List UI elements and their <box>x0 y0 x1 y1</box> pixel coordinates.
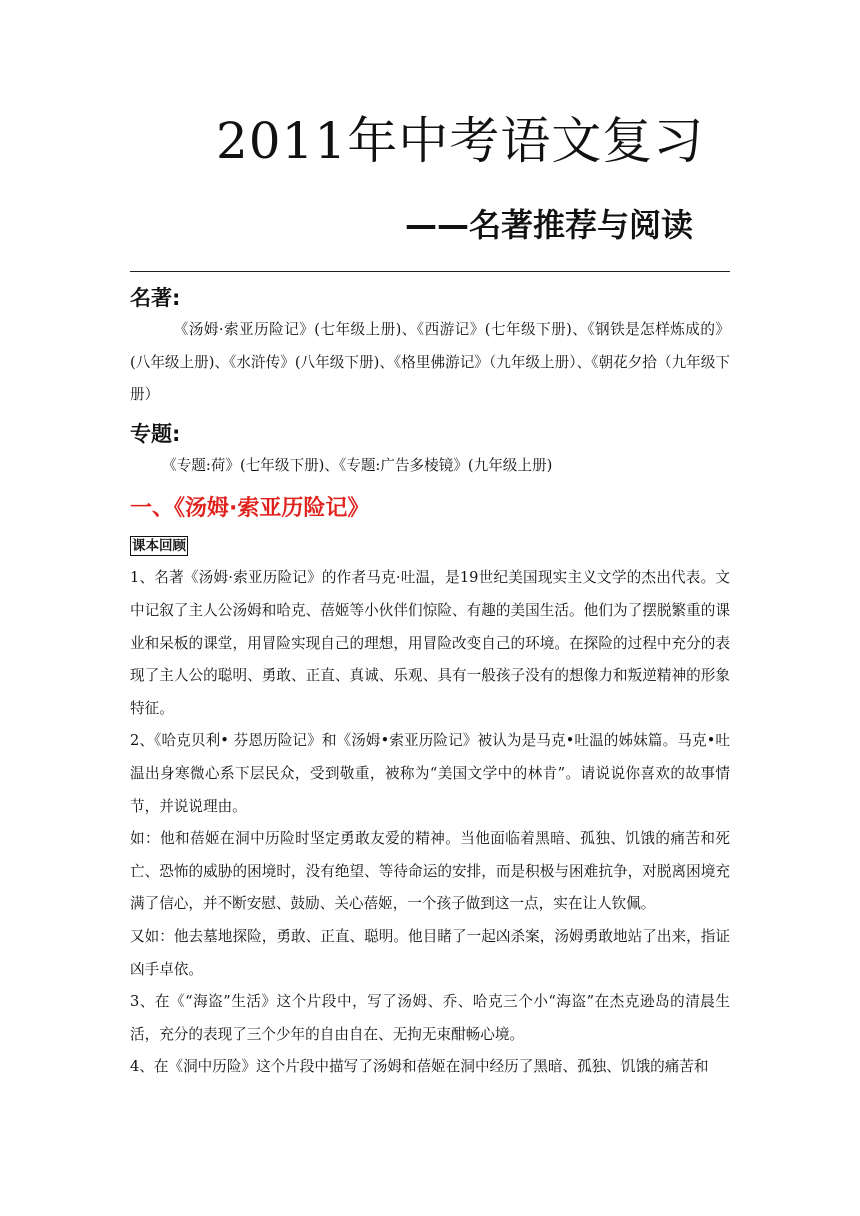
books-list: 《汤姆·索亚历险记》(七年级上册)、《西游记》(七年级下册)、《钢铁是怎样炼成的》(八年级上册)、《水浒传》(八年级下册)、《格里佛游记》（九年级上册）、《朝花夕拾（九年级下册） <box>130 321 730 404</box>
paragraph: 3、在《“海盗”生活》这个片段中，写了汤姆、乔、哈克三个小“海盗”在杰克逊岛的清晨生活，充分的表现了三个少年的自由自在、无拘无束酣畅心境。 <box>130 993 730 1043</box>
topics-list: 《专题:荷》(七年级下册)、《专题:广告多棱镜》(九年级上册) <box>162 456 553 474</box>
document-body <box>130 282 730 1084</box>
paragraph: 1、名著《汤姆·索亚历险记》的作者马克·吐温，是19世纪美国现实主义文学的杰出代表。文中记叙了主人公汤姆和哈克、蓓姬等小伙伴们惊险、有趣的美国生活。他们为了摆脱繁重的课业和呆板的课堂，用冒险实现自己的理想，用冒险改变自己的环境。在探险的过程中充分的表现了主人公的聪明、勇敢、正直、真诚、乐观、具有一般孩子没有的想像力和叛逆精神的形象特征。 <box>130 569 730 717</box>
section-tom-heading: 一、《汤姆·索亚历险记》 <box>130 496 370 522</box>
title-divider <box>130 271 730 272</box>
review-label: 课本回顾 <box>132 538 186 555</box>
paragraph: 2、《哈克贝利• 芬恩历险记》和《汤姆•索亚历险记》被认为是马克•吐温的姊妹篇。马克•吐温出身寒微心系下层民众，受到敬重，被称为“美国文学中的林肯”。请说说你喜欢的故事情节，并说说理由。 <box>130 732 730 815</box>
page-title: 2011年中考语文复习 <box>216 112 705 170</box>
page-subtitle: ——名著推荐与阅读 <box>405 206 694 244</box>
paragraph: 4、在《洞中历险》这个片段中描写了汤姆和蓓姬在洞中经历了黑暗、孤独、饥饿的痛苦和 <box>130 1058 709 1076</box>
paragraph: 又如：他去墓地探险，勇敢、正直、聪明。他目睹了一起凶杀案，汤姆勇敢地站了出来，指证凶手卓依。 <box>130 927 730 978</box>
paragraph: 如：他和蓓姬在洞中历险时坚定勇敢友爱的精神。当他面临着黑暗、孤独、饥饿的痛苦和死亡、恐怖的威胁的困境时，没有绝望、等待命运的安排，而是积极与困难抗争，对脱离困境充满了信心，并不断安慰、鼓励、关心蓓姬，一个孩子做到这一点，实在让人钦佩。 <box>130 830 730 913</box>
topics-heading: 专题: <box>130 421 181 446</box>
books-heading: 名著: <box>130 286 181 310</box>
